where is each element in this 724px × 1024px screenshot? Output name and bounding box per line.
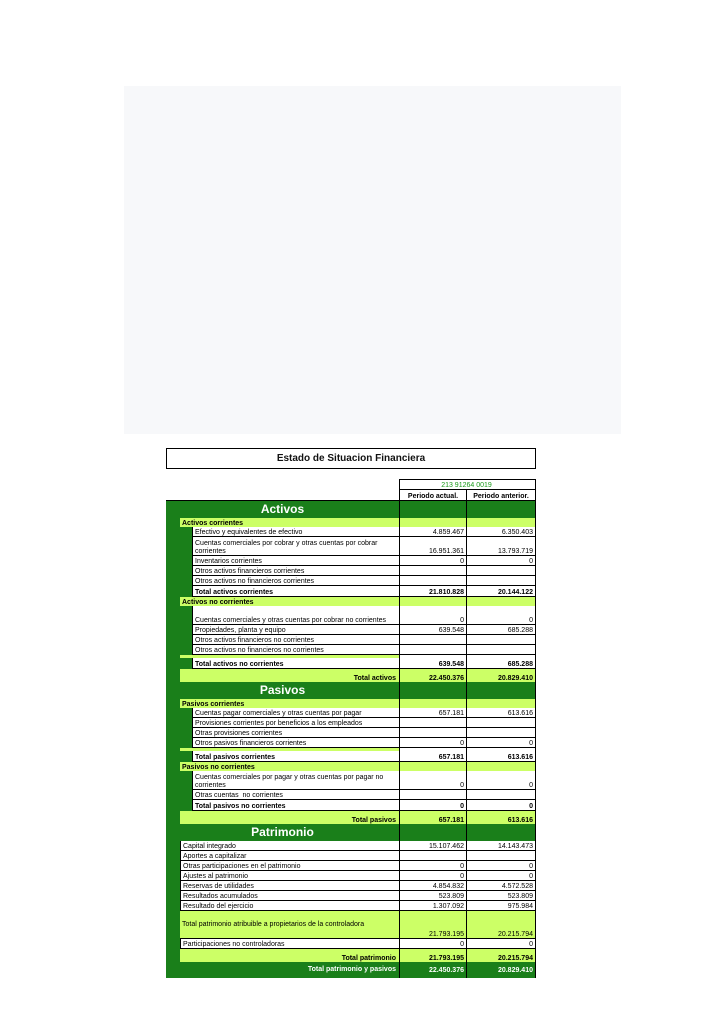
value-actual [399,635,466,645]
value-anterior: 613.616 [466,708,536,718]
value-anterior: 0 [466,861,536,871]
line-item [166,939,536,949]
value-anterior: 13.793.719 [466,537,536,556]
row-label: Pasivos [166,682,399,699]
value-anterior: 975.984 [466,901,536,911]
value-anterior: 613.616 [466,751,536,762]
value-anterior: 20.215.794 [466,911,536,939]
line-item [166,901,536,911]
value-actual: 0 [399,861,466,871]
row-label: Activos [166,501,399,518]
section-patrimonio [166,824,536,841]
value-anterior [466,518,536,527]
subtotal-row [166,751,536,762]
value-actual: 21.793.195 [399,911,466,939]
row-label: Cuentas comerciales y otras cuentas por cobrar no corrientes [192,606,399,625]
col-actual-header: Periodo actual. [399,489,466,500]
value-actual [399,645,466,655]
line-item [166,728,536,738]
value-actual [399,728,466,738]
row-label: Efectivo y equivalentes de efectivo [192,527,399,537]
row-label: Otras provisiones corrientes [192,728,399,738]
value-anterior: 0 [466,606,536,625]
subtotal-row [166,800,536,811]
total-row [166,811,536,824]
value-anterior [466,501,536,518]
value-actual: 523.809 [399,891,466,901]
row-label: Total activos corrientes [192,586,399,597]
blank-gray-area [124,86,621,434]
value-anterior: 20.829.410 [466,669,536,682]
row-label: Otras participaciones en el patrimonio [180,861,399,871]
line-item [166,851,536,861]
line-item [166,576,536,586]
row-label: Provisiones corrientes por beneficios a los empleados [192,718,399,728]
column-header-row [166,489,536,501]
row-label: Activos no corrientes [180,597,399,606]
line-item [166,625,536,635]
value-anterior: 4.572.528 [466,881,536,891]
value-actual: 16.951.361 [399,537,466,556]
value-anterior [466,762,536,771]
financial-statement-table [166,479,536,978]
line-item [166,635,536,645]
line-item [166,881,536,891]
section-activos [166,501,536,518]
line-item [166,891,536,901]
value-actual [399,824,466,841]
line-item [166,527,536,537]
line-item [166,841,536,851]
line-item [166,556,536,566]
section-pasivos [166,682,536,699]
value-anterior [466,824,536,841]
row-label: Resultados acumulados [180,891,399,901]
document-title: Estado de Situacion Financiera [166,448,536,469]
value-actual: 4.859.467 [399,527,466,537]
value-actual: 0 [399,556,466,566]
value-actual [399,682,466,699]
subtotal-row [166,586,536,597]
line-item [166,738,536,748]
value-actual [399,597,466,606]
value-anterior [466,645,536,655]
row-label: Pasivos no corrientes [180,762,399,771]
line-item [166,645,536,655]
row-label: Total patrimonio [180,949,399,962]
row-label: Otros activos no financieros no corrientes [192,645,399,655]
subtotal-row [166,658,536,669]
total-row [166,949,536,962]
value-anterior: 20.144.122 [466,586,536,597]
value-anterior: 685.288 [466,658,536,669]
row-label: Pasivos corrientes [180,699,399,708]
value-anterior [466,682,536,699]
value-actual [399,762,466,771]
total-row [166,669,536,682]
value-actual [399,790,466,800]
value-anterior: 20.215.794 [466,949,536,962]
value-actual: 657.181 [399,811,466,824]
value-anterior: 0 [466,771,536,790]
value-anterior: 0 [466,871,536,881]
row-label: Activos corrientes [180,518,399,527]
value-actual: 0 [399,939,466,949]
line-item [166,790,536,800]
value-actual [399,518,466,527]
row-label: Ajustes al patrimonio [180,871,399,881]
row-label: Otros activos financieros no corrientes [192,635,399,645]
value-actual: 22.450.376 [399,669,466,682]
value-actual: 21.793.195 [399,949,466,962]
row-label: Participaciones no controladoras [180,939,399,949]
value-actual: 0 [399,871,466,881]
value-actual: 639.548 [399,658,466,669]
value-anterior [466,851,536,861]
row-label: Resultado del ejercicio [180,901,399,911]
value-actual: 0 [399,606,466,625]
value-anterior: 20.829.410 [466,962,536,978]
line-item [166,861,536,871]
row-label: Cuentas comerciales por pagar y otras cuentas por pagar no corrientes [192,771,399,790]
row-label: Total patrimonio y pasivos [166,962,399,978]
value-anterior: 0 [466,738,536,748]
row-label: Propiedades, planta y equipo [192,625,399,635]
line-item [166,871,536,881]
row-label: Patrimonio [166,824,399,841]
value-anterior [466,790,536,800]
value-anterior: 6.350.403 [466,527,536,537]
value-actual: 0 [399,738,466,748]
value-anterior: 523.809 [466,891,536,901]
row-label: Total activos [180,669,399,682]
value-actual [399,576,466,586]
value-anterior [466,576,536,586]
value-actual [399,699,466,708]
value-actual: 1.307.092 [399,901,466,911]
line-item [166,537,536,556]
value-actual: 4.854.832 [399,881,466,891]
value-anterior [466,635,536,645]
row-label: Cuentas comerciales por cobrar y otras cuentas por cobrar corrientes [192,537,399,556]
value-actual: 21.810.828 [399,586,466,597]
statement-body [166,501,536,978]
row-label: Total pasivos [180,811,399,824]
value-anterior [466,728,536,738]
value-anterior [466,566,536,576]
value-anterior: 0 [466,556,536,566]
value-actual [399,501,466,518]
row-label: Otras cuentas no corrientes [192,790,399,800]
row-label: Aportes a capitalizar [180,851,399,861]
value-actual: 657.181 [399,751,466,762]
subsection-pasivos-corrientes [166,699,536,708]
value-actual: 0 [399,800,466,811]
grand-total-row [166,962,536,978]
value-actual: 22.450.376 [399,962,466,978]
value-actual: 657.181 [399,708,466,718]
line-item [166,708,536,718]
subsection-activos-corrientes [166,518,536,527]
value-anterior [466,597,536,606]
row-label: Otros activos financieros corrientes [192,566,399,576]
row-label: Cuentas pagar comerciales y otras cuentas por pagar [192,708,399,718]
value-anterior: 14.143.473 [466,841,536,851]
row-label: Otros pasivos financieros corrientes [192,738,399,748]
value-actual [399,851,466,861]
line-item [166,771,536,790]
subsection-activos-no-corrientes [166,597,536,606]
value-actual: 15.107.462 [399,841,466,851]
value-anterior [466,699,536,708]
row-label: Inventarios corrientes [192,556,399,566]
patrimonio-atribuible-row [166,911,536,939]
row-label: Otros activos no financieros corrientes [192,576,399,586]
value-actual [399,718,466,728]
value-anterior: 0 [466,939,536,949]
value-anterior [466,718,536,728]
row-label: Total patrimonio atribuible a propietarios de la controladora [180,911,399,939]
row-label: Total activos no corrientes [192,658,399,669]
value-anterior: 613.616 [466,811,536,824]
value-actual: 639.548 [399,625,466,635]
col-anterior-header: Periodo anterior. [466,489,536,500]
line-item [166,606,536,625]
value-anterior: 0 [466,800,536,811]
company-id: 213 91264 0019 [399,479,536,489]
line-item [166,718,536,728]
value-actual [399,566,466,576]
row-label: Total pasivos no corrientes [192,800,399,811]
company-id-row [166,479,536,489]
row-label: Capital integrado [180,841,399,851]
value-actual: 0 [399,771,466,790]
line-item [166,566,536,576]
subsection-pasivos-no-corrientes [166,762,536,771]
value-anterior: 685.288 [466,625,536,635]
row-label: Reservas de utilidades [180,881,399,891]
row-label: Total pasivos corrientes [192,751,399,762]
